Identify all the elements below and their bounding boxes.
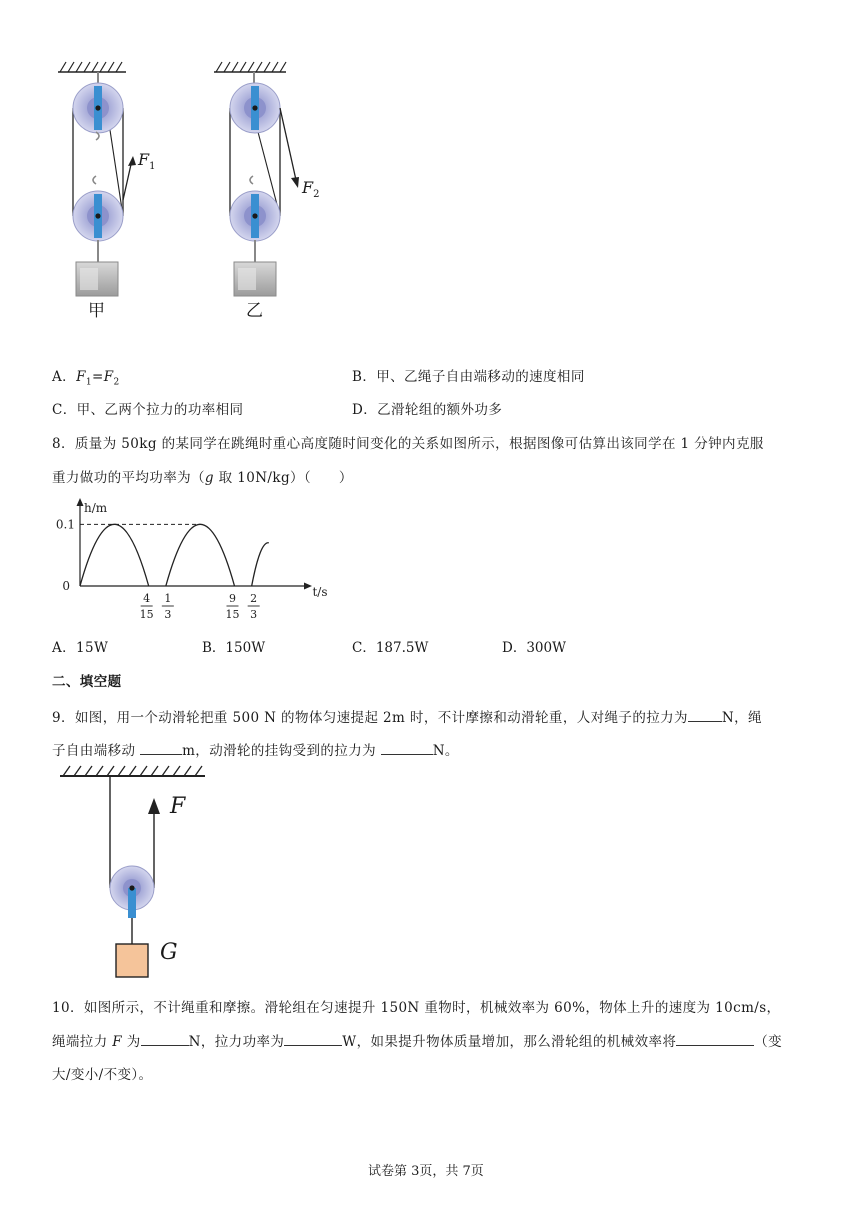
x-tick-numerator: 1 [164,592,172,605]
q8-option-a: A．15W [52,640,109,656]
q7-option-a: A．$F_1=F_2$ [52,369,120,388]
q8-option-c: C．187.5W [352,640,429,656]
pulley-systems-figure [0,0,860,330]
x-tick-denominator: 15 [139,608,154,621]
q8-text-line1: 8．质量为 50kg 的某同学在跳绳时重心高度随时间变化的关系如图所示，根据图像可估算出该同学在 1 分钟内克服 [52,436,764,452]
x-tick-numerator: 2 [250,592,258,605]
pulley-system-right [214,62,299,296]
x-axis-arrow [304,583,312,590]
series-curve-1 [80,524,149,586]
q8-text-line2: 重力做功的平均功率为（g 取 10N/kg）（ ） [52,470,353,486]
x-tick-numerator: 4 [143,592,151,605]
pulley-system-left [58,62,136,296]
x-axis-label: t/s [312,585,328,599]
series-curve-2 [166,524,235,586]
q9-blank-1[interactable] [688,707,722,722]
x-tick-denominator: 3 [250,608,258,621]
q9-blank-3[interactable] [381,740,433,755]
figure-label-jia: 甲 [88,301,105,321]
q8-option-b: B．150W [202,640,266,656]
q9-text-line1: 9．如图，用一个动滑轮把重 500 N 的物体匀速提起 2m 时，不计摩擦和动滑轮重，人对绳子的拉力为 N，绳 [52,706,762,726]
q7-option-b: B．甲、乙绳子自由端移动的速度相同 [352,369,585,385]
q10-blank-1[interactable] [141,1031,189,1046]
q10-text-line2: 绳端拉力 F 为 N，拉力功率为 W，如果提升物体质量增加，那么滑轮组的机械效率将 （变 [52,1030,782,1050]
y-axis-label: h/m [84,501,108,515]
q7-option-d: D．乙滑轮组的额外功多 [352,402,503,418]
page-footer: 试卷第 3页，共 7页 [368,1164,484,1179]
figure-label-yi: 乙 [246,301,263,321]
series-curve-3 [252,543,269,586]
q10-text-line3: 大/变小/不变）。 [52,1067,153,1083]
q9-blank-2[interactable] [140,740,182,755]
q10-text-line1: 10．如图所示，不计绳重和摩擦。滑轮组在匀速提升 150N 重物时，机械效率为 60%，物体上升的速度为 10cm/s， [52,1000,781,1016]
force-f2-label: $F_2$ [302,178,320,201]
origin-label: 0 [62,579,70,593]
force-f1-label: $F_1$ [138,150,156,173]
height-time-chart [56,498,336,628]
q10-blank-2[interactable] [284,1031,342,1046]
q7-option-c: C．甲、乙两个拉力的功率相同 [52,402,244,418]
section-title: 二、填空题 [52,674,122,690]
force-f-label: F [170,794,186,819]
q8-option-d: D．300W [502,640,566,656]
q10-blank-3[interactable] [676,1031,754,1046]
x-tick-denominator: 15 [225,608,240,621]
x-tick-denominator: 3 [164,608,172,621]
y-tick-label: 0.1 [55,517,75,532]
y-axis-arrow [77,498,84,506]
q9-text-line2: 子自由端移动 m，动滑轮的挂钩受到的拉力为 N。 [52,739,459,759]
weight-g-label: G [160,940,178,965]
x-tick-numerator: 9 [229,592,236,605]
